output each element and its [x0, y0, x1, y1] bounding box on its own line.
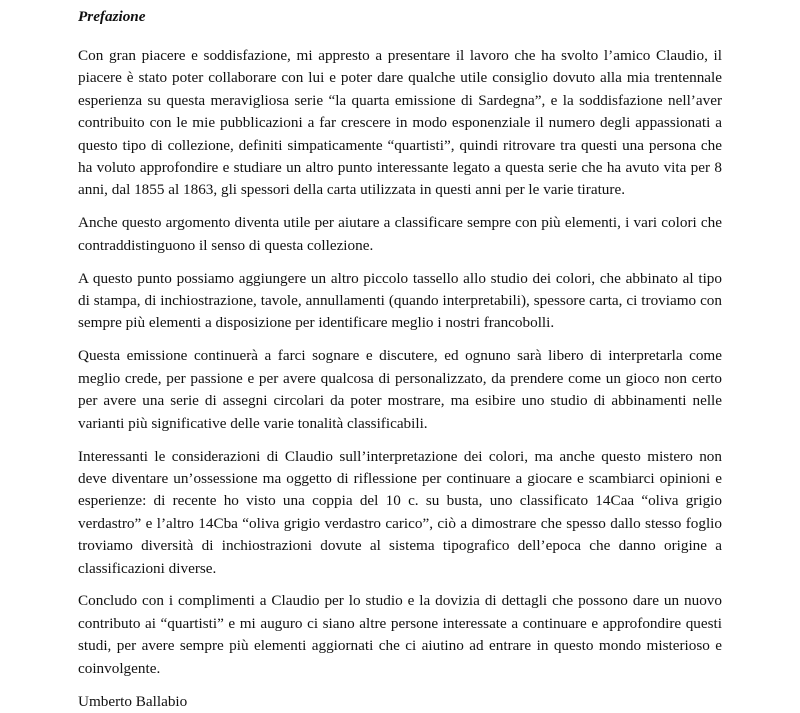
author-signature: Umberto Ballabio — [78, 692, 188, 710]
document-page — [78, 6, 722, 713]
paragraph-1: Con gran piacere e soddisfazione, mi appresto a presentare il lavoro che ha svolto l’amico Claudio, il piacere è stato poter collaborare con lui e poter dare qualche utile consiglio dovuto alla mia trentennale esperienza su questa meravigliosa serie “la quarta emissione di Sardegna”, e la soddisfazione nell’aver contribuito con le mie pubblicazioni a far crescere in modo esponenziale il numero degli appassionati a questo tipo di collezione, definiti simpaticamente “quartisti”, quindi ritrovare tra questi una persona che ha voluto approfondire e studiare un altro punto interessante legato a questa serie che ha avuto vita per 8 anni, dal 1855 al 1863, gli spessori della carta utilizzata in questi anni per le varie tirature. — [78, 47, 722, 199]
paragraph-4: Questa emissione continuerà a farci sognare e discutere, ed ognuno sarà libero di interpretarla come meglio crede, per passione e per avere qualcosa di personalizzato, da prendere come un gioco non certo per avere una serie di assegni circolari da poter mostrare, ma esibire uno studio di abbinamenti nelle varianti più significative delle varie tonalità classificabili. — [78, 347, 722, 432]
paragraph-5: Interessanti le considerazioni di Claudio sull’interpretazione dei colori, ma anche questo mistero non deve diventare un’ossessione ma oggetto di riflessione per continuare a giocare e scambiarci opinioni e esperienze: di recente ho visto una coppia del 10 c. su busta, uno classificato 14Caa “oliva grigio verdastro” e l’altro 14Cba “oliva grigio verdastro carico”, ciò a dimostrare che spesso dallo stesso foglio troviamo diversità di inchiostrazioni dovute al sistema tipografico dell’epoca che danno origine a classificazioni diverse. — [78, 447, 722, 577]
paragraph-6: Concludo con i complimenti a Claudio per lo studio e la dovizia di dettagli che possono dare un nuovo contributo ai “quartisti” e mi auguro ci siano altre persone interessate a continuare e approfondire questi studi, per avere sempre più elementi aggiornati che ci aiutino ad entrare in questo mondo misterioso e coinvolgente. — [78, 592, 722, 677]
paragraph-3: A questo punto possiamo aggiungere un altro piccolo tassello allo studio dei colori, che abbinato al tipo di stampa, di inchiostrazione, tavole, annullamenti (quando interpretabili), spessore carta, ci troviamo con sempre più elementi a disposizione per identificare meglio i nostri francobolli. — [78, 269, 722, 332]
document-title: Prefazione — [78, 8, 146, 25]
paragraph-2: Anche questo argomento diventa utile per aiutare a classificare sempre con più elementi, i vari colori che contraddistinguono il senso di questa collezione. — [78, 214, 722, 254]
